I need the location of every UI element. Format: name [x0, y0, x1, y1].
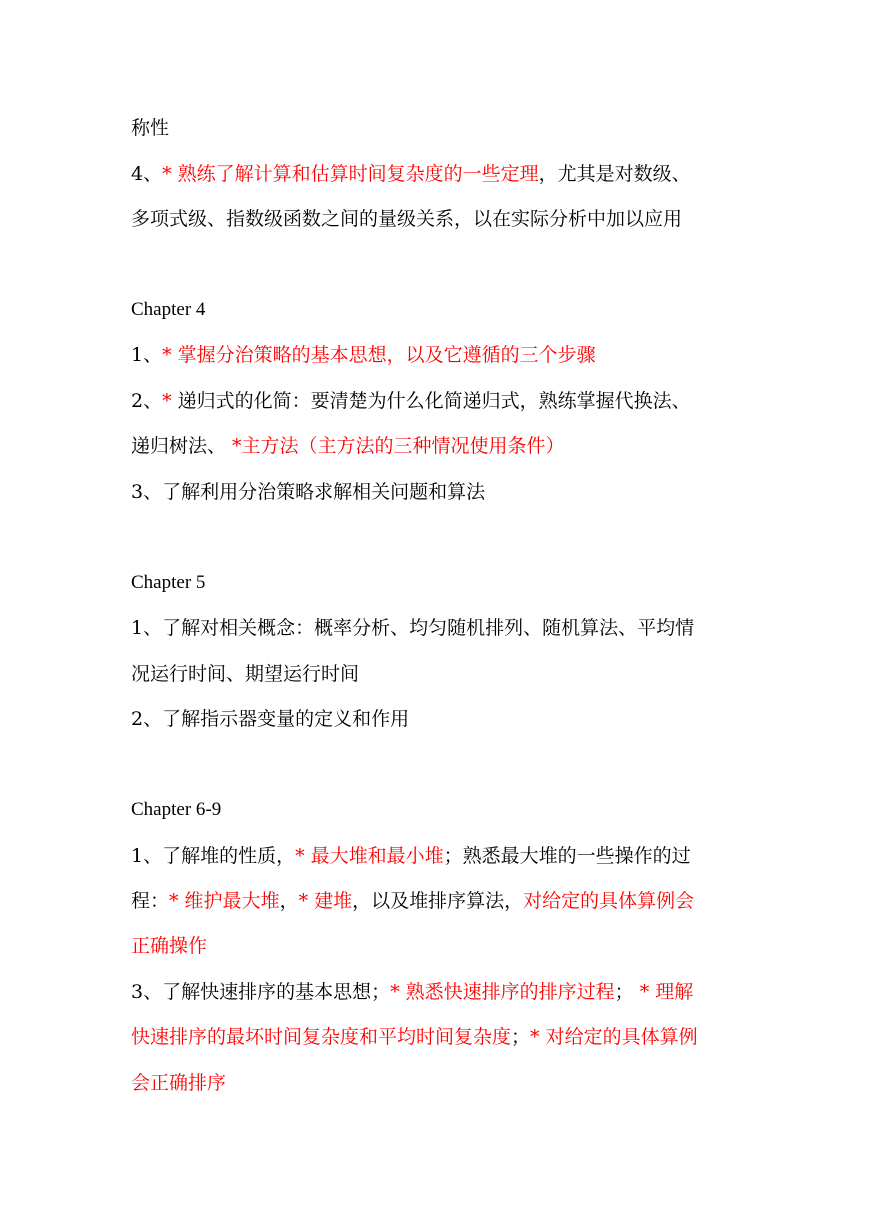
text-line [131, 433, 743, 459]
highlight-text: * 对给定的具体算例 [530, 1026, 698, 1048]
text-line [131, 888, 743, 914]
chapter-title: Chapter 4 [131, 299, 206, 320]
list-item-4 [131, 161, 743, 187]
item-text: 2、了解指示器变量的定义和作用 [131, 708, 410, 730]
list-item-1 [131, 843, 743, 869]
list-item-2 [131, 388, 743, 414]
chapter-4-heading [131, 297, 743, 323]
list-item-1 [131, 342, 743, 368]
highlight-text: * 最大堆和最小堆 [295, 845, 444, 867]
item-text: 递归树法、 [131, 435, 227, 457]
text-line [131, 933, 743, 959]
item-prefix: 4、 [131, 163, 163, 185]
highlight-text: * 掌握分治策略的基本思想，以及它遵循的三个步骤 [162, 344, 596, 366]
item-text: 1、了解对相关概念：概率分析、均匀随机排列、随机算法、平均情 [131, 617, 695, 639]
item-text: 1、了解堆的性质， [131, 845, 296, 867]
item-text: ； [511, 1026, 531, 1048]
item-text: 递归式的化简：要清楚为什么化简递归式，熟练掌握代换法、 [177, 390, 691, 412]
item-text: ，尤其是对数级、 [538, 163, 691, 185]
item-text: ，以及堆排序算法， [352, 890, 524, 912]
item-text: 多项式级、指数级函数之间的量级关系，以在实际分析中加以应用 [131, 208, 683, 230]
item-text: ；熟悉最大堆的一些操作的过 [443, 845, 691, 867]
highlight-text: 会正确排序 [131, 1072, 227, 1094]
highlight-text: * 熟练了解计算和估算时间复杂度的一些定理 [162, 163, 539, 185]
item-text: 况运行时间、期望运行时间 [131, 663, 360, 685]
highlight-text: 快速排序的最坏时间复杂度和平均时间复杂度 [131, 1026, 512, 1048]
chapter-title: Chapter 6-9 [131, 799, 222, 820]
highlight-text: * 建堆 [298, 890, 353, 912]
item-prefix: 1、 [131, 344, 163, 366]
item-text: 3、了解快速排序的基本思想； [131, 981, 391, 1003]
chapter-title: Chapter 5 [131, 572, 206, 593]
text-continuation: 称性 [131, 117, 170, 139]
list-item-3 [131, 479, 743, 505]
list-item-3 [131, 979, 743, 1005]
text-line [131, 661, 743, 687]
text-line [131, 206, 743, 232]
text-line [131, 1024, 743, 1050]
text-line [131, 1070, 743, 1096]
text-line [131, 115, 743, 141]
item-text: 程： [131, 890, 170, 912]
list-item-2 [131, 706, 743, 732]
item-text: ， [279, 890, 299, 912]
highlight-text: * 维护最大堆 [169, 890, 280, 912]
highlight-text: * 熟悉快速排序的排序过程 [390, 981, 615, 1003]
chapter-5-heading [131, 570, 743, 596]
highlight-text: * 理解 [633, 981, 694, 1003]
highlight-text: *主方法（主方法的三种情况使用条件） [226, 435, 565, 457]
item-prefix: 2、 [131, 390, 163, 412]
star-mark: * [162, 390, 178, 412]
chapter-6-9-heading [131, 797, 743, 823]
item-text: ； [614, 981, 634, 1003]
item-text: 3、了解利用分治策略求解相关问题和算法 [131, 481, 486, 503]
list-item-1 [131, 615, 743, 641]
highlight-text: 对给定的具体算例会 [523, 890, 695, 912]
highlight-text: 正确操作 [131, 935, 208, 957]
